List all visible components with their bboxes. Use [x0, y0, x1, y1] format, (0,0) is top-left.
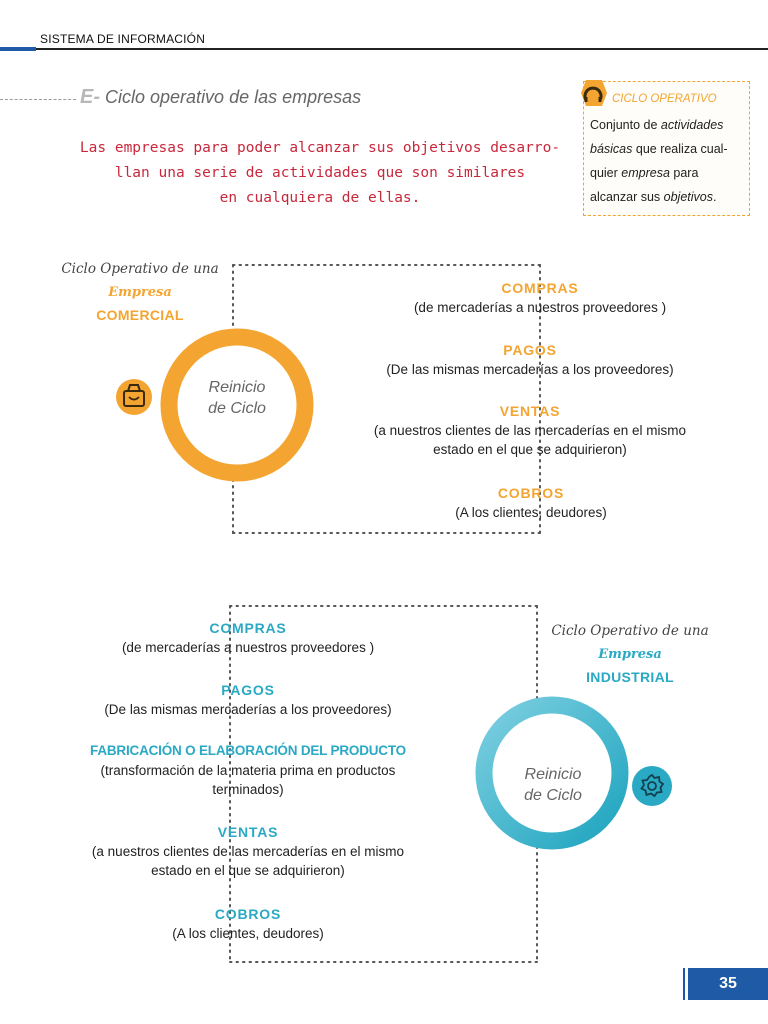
definition-text-italic: empresa	[621, 166, 670, 180]
step-desc: (De las mismas mercaderías a los proveedores)	[386, 362, 674, 377]
section-letter: E-	[80, 86, 100, 108]
definition-text: .	[713, 190, 717, 204]
side-label-company: Empresa	[108, 285, 172, 300]
step-desc: (a nuestros clientes de las mercaderías en el mismo	[373, 423, 687, 438]
definition-text: que realiza cual- quier	[590, 142, 728, 180]
definition-text: para alcanzar sus	[590, 166, 699, 204]
ring-label-line: Reinicio	[524, 766, 582, 783]
industrial-step-pagos	[48, 680, 448, 719]
side-label-line: Ciclo Operativo de una	[61, 261, 219, 277]
step-desc: (de mercaderías a nuestros proveedores )	[413, 300, 667, 315]
step-desc: (De las mismas mercaderías a los proveedores)	[104, 702, 392, 717]
industrial-ring-label	[453, 764, 653, 806]
definition-title: CICLO OPERATIVO	[612, 93, 717, 105]
definition-text-italic: actividades básicas	[590, 118, 724, 156]
intro-line: llan una serie de actividades que son similares	[114, 165, 526, 181]
step-desc: (de mercaderías a nuestros proveedores )	[121, 640, 375, 655]
ring-label-line: Reinicio	[208, 379, 266, 396]
industrial-step-ventas	[48, 822, 448, 880]
side-label-type: INDUSTRIAL	[586, 669, 674, 685]
step-desc: (a nuestros clientes de las mercaderías en el mismo	[91, 844, 405, 859]
commercial-step-cobros	[331, 483, 731, 522]
commercial-ring-label	[137, 377, 337, 419]
definition-text: Conjunto de	[590, 118, 661, 132]
step-title: COBROS	[497, 485, 565, 501]
page-number-accent	[683, 968, 685, 1000]
commercial-step-compras	[340, 278, 740, 317]
intro-line: en cualquiera de ellas.	[219, 190, 421, 206]
page-number: 35	[688, 968, 768, 1000]
step-title: COMPRAS	[209, 620, 287, 636]
ring-label-line: de Ciclo	[524, 787, 582, 804]
step-title: PAGOS	[503, 342, 557, 358]
industrial-side-label	[530, 620, 730, 689]
step-desc: terminados)	[212, 782, 284, 797]
step-desc: (transformación de la materia prima en productos	[100, 763, 396, 778]
side-label-line: Ciclo Operativo de una	[551, 623, 709, 639]
commercial-step-pagos	[330, 340, 730, 379]
definition-text-italic: objetivos	[663, 190, 713, 204]
intro-line: Las empresas para poder alcanzar sus objetivos desarro-	[79, 140, 561, 156]
industrial-step-cobros	[48, 904, 448, 943]
ring-label-line: de Ciclo	[208, 400, 266, 417]
step-title: VENTAS	[499, 403, 561, 419]
running-header: SISTEMA DE INFORMACIÓN	[40, 32, 206, 46]
step-title: VENTAS	[217, 824, 279, 840]
step-title: COBROS	[214, 906, 282, 922]
commercial-step-ventas	[330, 401, 730, 459]
step-desc: (A los clientes, deudores)	[455, 505, 607, 520]
section-title-text: Ciclo operativo de las empresas	[105, 87, 362, 107]
commercial-side-label	[40, 258, 240, 327]
industrial-step-compras	[48, 618, 448, 657]
side-label-type: COMERCIAL	[96, 307, 184, 323]
step-desc: (A los clientes, deudores)	[172, 926, 324, 941]
side-label-company: Empresa	[598, 647, 662, 662]
step-title: PAGOS	[221, 682, 275, 698]
step-title: FABRICACIÓN O ELABORACIÓN DEL PRODUCTO	[90, 743, 406, 758]
step-desc: estado en el que se adquirieron)	[433, 442, 627, 457]
industrial-step-fabricacion	[38, 741, 458, 799]
step-desc: estado en el que se adquirieron)	[151, 863, 345, 878]
step-title: COMPRAS	[501, 280, 579, 296]
